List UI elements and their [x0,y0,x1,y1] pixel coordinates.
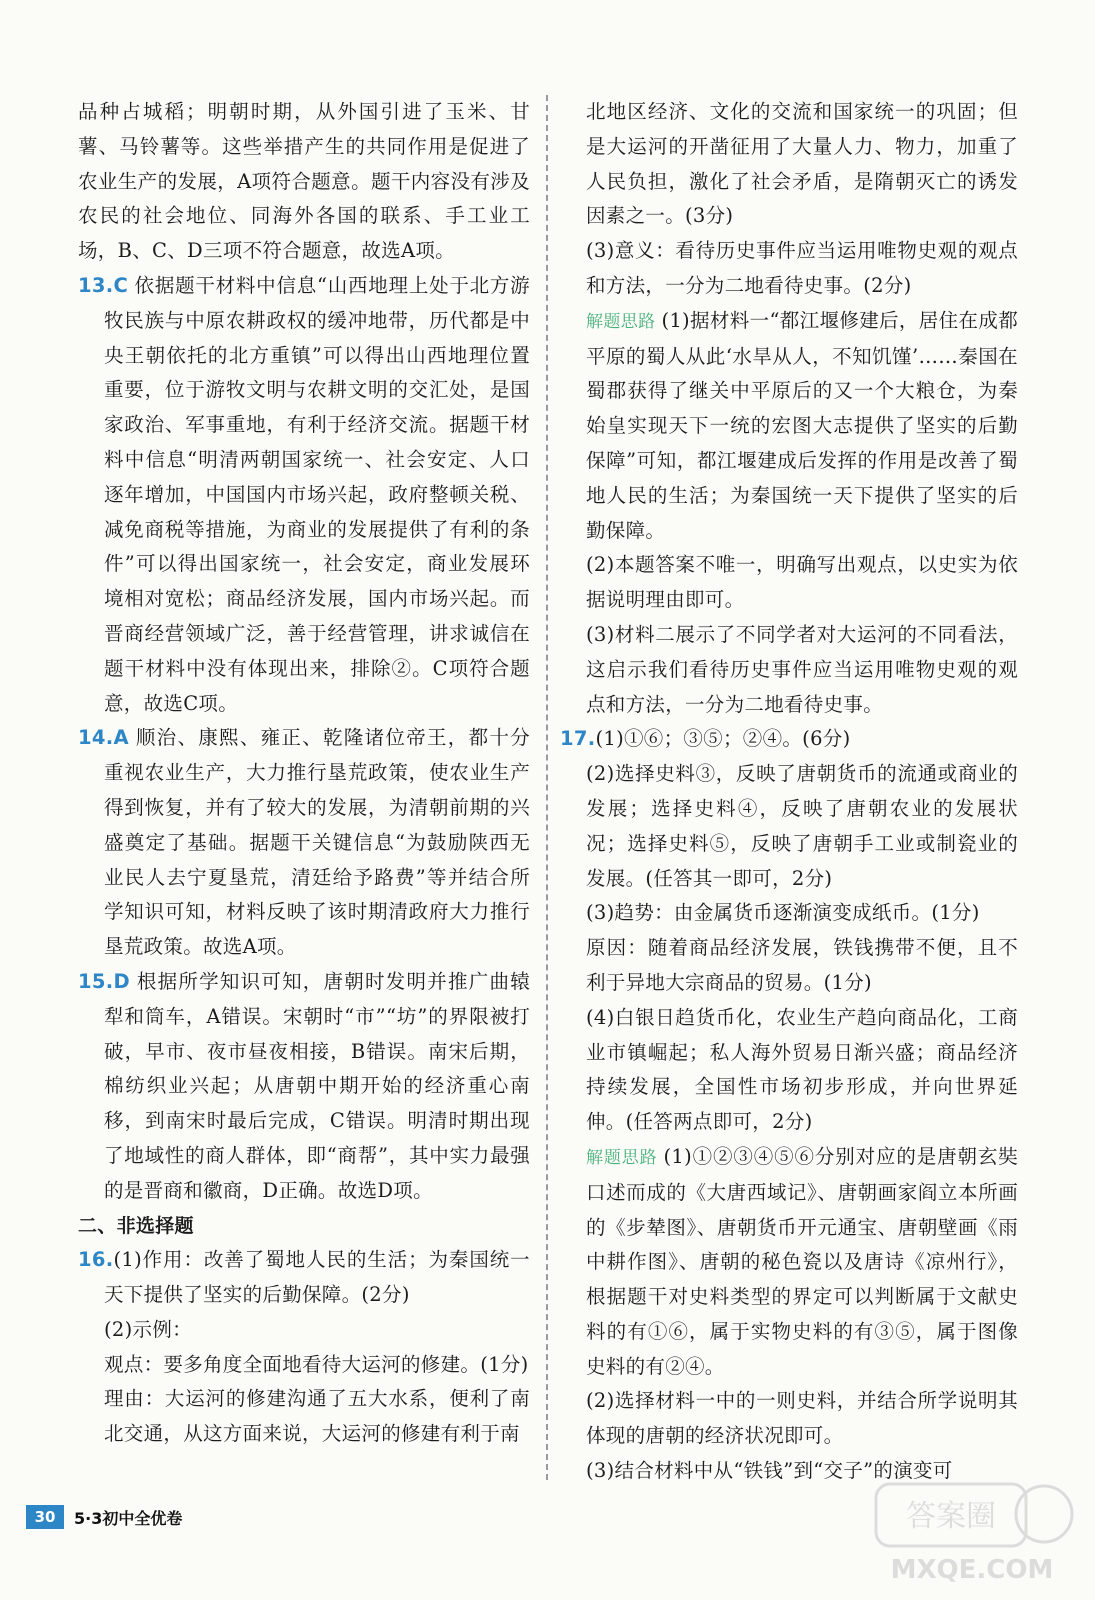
answer-part-1: (1)①⑥；③⑤；②④。(6分) [595,727,851,751]
question-14 [78,721,530,965]
solution-part-3: (3)材料二展示了不同学者对大运河的不同看法，这启示我们看待历史事件应当运用唯物史观的观点和方法，一分为二地看待史事。 [586,622,1018,716]
watermark-logo [872,1478,1077,1590]
answer-part-4: (4)白银日趋货币化，农业生产趋向商品化，工商业市镇崛起；私人海外贸易日渐兴盛；商品经济持续发展，全国性市场初步形成，并向世界延伸。(任答两点即可，2分) [586,1005,1018,1134]
answer-continuation: 北地区经济、文化的交流和国家统一的巩固；但是大运河的开凿征用了大量人力、物力，加重了人民负担，激化了社会矛盾，是隋朝灭亡的诱发因素之一。(3分) [586,100,1018,228]
explanation: 依据题干材料中信息“山西地理上处于北方游牧民族与中原农耕政权的缓冲地带，历代都是中央王朝依托的北方重镇”可以得出山西地理位置重要，位于游牧文明与农耕文明的交汇处，是国家政治、军事重地，有利于经济交流。据题干材料中信息“明清两朝国家统一、社会安定、人口逐年增加，中国国内市场兴起，政府整顿关税、减免商税等措施，为商业的发展提供了有利的条件”可以得出国家统一，社会安定，商业发展环境相对宽松；商品经济发展，国内市场兴起。而晋商经营领域广泛，善于经营管理，讲求诚信在题干材料中没有体现出来，排除②。C项符合题意，故选C项。 [104,273,530,715]
answer-part-3: (3)意义：看待历史事件应当运用唯物史观的观点和方法，一分为二地看待史事。(2分) [586,239,1018,297]
answer-reason: 理由：大运河的修建沟通了五大水系，便利了南北交通，从这方面来说，大运河的修建有利于南 [104,1387,530,1446]
answer-continuation: 品种占城稻；明朝时期，从外国引进了玉米、甘薯、马铃薯等。这些举措产生的共同作用是促进了农业生产的发展，A项符合题意。题干内容没有涉及农民的社会地位、同海外各国的联系、手工业工场，B、C、D三项不符合题意，故选A项。 [78,100,530,263]
solution-part-2: (2)本题答案不唯一，明确写出观点，以史实为依据说明理由即可。 [586,553,1018,612]
question-number: 13. [78,273,114,297]
question-number: 17. [560,727,596,751]
watermark-site: MXQE.COM [890,1555,1054,1585]
explanation: 顺治、康熙、雍正、乾隆诸位帝王，都十分重视农业生产，大力推行垦荒政策，使农业生产得到恢复，并有了较大的发展，为清朝前期的兴盛奠定了基础。据题干关键信息“为鼓励陕西无业民人去宁夏垦荒，清廷给予路费”等并结合所学知识可知，材料反映了该时期清政府大力推行垦荒政策。故选A项。 [104,726,530,959]
answer-letter: A [113,726,129,750]
answer-part-1: (1)作用：改善了蜀地人民的生活；为秦国统一天下提供了坚实的后勤保障。(2分) [104,1248,530,1307]
page-number: 30 [26,1505,64,1529]
question-16 [78,1243,530,1313]
watermark-circle [1016,1486,1072,1542]
solution-tag: 解题思路 [586,1147,658,1168]
solution-idea-1: 解题思路 (1)据材料一“都江堰修建后，居住在成都平原的蜀人从此‘水旱从人，不知饥馑’……秦国在蜀郡获得了继关中平原后的又一个大粮仓，为秦始皇实现天下一统的宏图大志提供了坚实的后勤保障”可知，都江堰建成后发挥的作用是改善了蜀地人民的生活；为秦国统一天下提供了坚实的后勤保障。 [586,308,1019,542]
question-number: 16. [78,1248,114,1272]
right-column [560,95,1019,1489]
question-15 [78,965,530,1209]
page-footer [26,1505,182,1529]
answer-letter: D [113,969,130,993]
solution-tag: 解题思路 [586,311,656,332]
answer-reason: 原因：随着商品经济发展，铁钱携带不便，且不利于异地大宗商品的贸易。(1分) [586,936,1018,994]
book-title: 5·3初中全优卷 [74,1508,183,1528]
answer-part-2: (2)选择史料③，反映了唐朝货币的流通或商业的发展；选择史料④，反映了唐朝农业的发展状况；选择史料⑤，反映了唐朝手工业或制瓷业的发展。(任答其一即可，2分) [586,762,1018,890]
watermark-logo-text: 答案圈 [906,1499,996,1534]
answer-letter: C [113,273,129,297]
explanation: 根据所学知识可知，唐朝时发明并推广曲辕犁和筒车，A错误。宋朝时“市”“坊”的界限被打破，早市、夜市昼夜相接，B错误。南宋后期，棉纺织业兴起；从唐朝中期开始的经济重心南移，到南宋时最后完成，C错误。明清时期出现了地域性的商人群体，即“商帮”，其中实力最强的是晋商和徽商，D正确。故选D项。 [104,969,530,1202]
left-column [78,95,530,1452]
solution-part-2: (2)选择材料一中的一则史料，并结合所学说明其体现的唐朝的经济状况即可。 [586,1389,1018,1448]
section-title: 二、非选择题 [78,1214,194,1237]
answer-part-2: (2)示例： [104,1317,192,1341]
answer-viewpoint: 观点：要多角度全面地看待大运河的修建。(1分) [104,1352,529,1376]
column-divider [546,95,548,1480]
answer-trend: (3)趋势：由金属货币逐渐演变成纸币。(1分) [586,901,980,925]
question-number: 14. [78,726,114,750]
solution-part-3: (3)结合材料中从“铁钱”到“交子”的演变可 [586,1459,953,1483]
question-17 [560,722,1018,757]
solution-idea-2: 解题思路 (1)①②③④⑤⑥分别对应的是唐朝玄奘口述而成的《大唐西域记》、唐朝画家阎立本所画的《步辇图》、唐朝货币开元通宝、唐朝壁画《雨中耕作图》、唐朝的秘色瓷以及唐诗《凉州行》，根据题干对史料类型的界定可以判断属于文献史料的有①⑥，属于实物史料的有③⑤，属于图像史料的有②④。 [586,1144,1018,1378]
question-13 [78,269,530,721]
question-number: 15. [78,969,114,993]
